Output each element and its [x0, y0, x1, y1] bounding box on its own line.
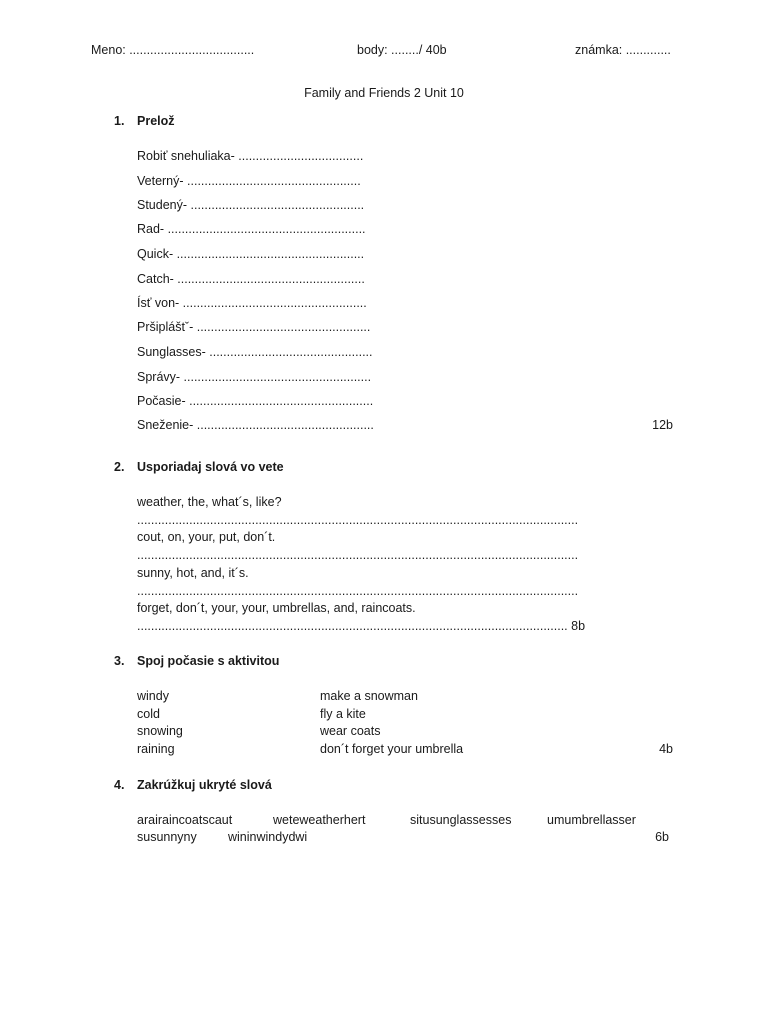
answer-line: ...............................................................................................................................	[137, 513, 579, 527]
section-1-number: 1.	[114, 114, 125, 128]
section-2-number: 2.	[114, 460, 125, 474]
translate-item: Správy- ......................................................	[137, 370, 372, 384]
word-search-string: weteweatherhert	[273, 813, 366, 827]
section-4-title: Zakrúžkuj ukryté slová	[137, 778, 272, 792]
word-search-string: wininwindydwi	[228, 830, 308, 844]
section-4-points: 6b	[655, 830, 669, 844]
translate-item: Sunglasses- ...............................................	[137, 345, 373, 359]
translate-item: Robiť snehuliaka- ....................................	[137, 149, 364, 163]
section-2-title: Usporiadaj slová vo vete	[137, 460, 284, 474]
translate-item: Catch- ......................................................	[137, 272, 365, 286]
section-1-points: 12b	[652, 418, 673, 432]
sentence-prompt: sunny, hot, and, it´s.	[137, 566, 249, 580]
translate-item: Sneženie- ...................................................	[137, 418, 374, 432]
translate-item: Pršipláštˇ- ..................................................	[137, 320, 371, 334]
translate-item: Studený- ..................................................	[137, 198, 365, 212]
activity-phrase: fly a kite	[320, 707, 366, 721]
weather-word: raining	[137, 742, 175, 756]
sentence-prompt: forget, don´t, your, your, umbrellas, and, raincoats.	[137, 601, 416, 615]
section-1-title: Prelož	[137, 114, 175, 128]
sentence-prompt: cout, on, your, put, don´t.	[137, 530, 276, 544]
answer-line: ...............................................................................................................................	[137, 548, 579, 562]
weather-word: cold	[137, 707, 160, 721]
translate-item: Rad- .........................................................	[137, 222, 366, 236]
points-field: body: ......../ 40b	[357, 43, 447, 57]
word-search-string: umumbrellasser	[547, 813, 636, 827]
grade-field: známka: .............	[575, 43, 671, 57]
page-title: Family and Friends 2 Unit 10	[304, 86, 464, 100]
weather-word: windy	[137, 689, 169, 703]
answer-line: ...............................................................................................................................	[137, 584, 579, 598]
section-3-points: 4b	[659, 742, 673, 756]
activity-phrase: make a snowman	[320, 689, 418, 703]
translate-item: Veterný- ..................................................	[137, 174, 361, 188]
weather-word: snowing	[137, 724, 183, 738]
answer-line-with-points: ............................................................................................................................ 8b	[137, 619, 586, 633]
word-search-string: arairaincoatscaut	[137, 813, 233, 827]
section-4-number: 4.	[114, 778, 125, 792]
translate-item: Počasie- .....................................................	[137, 394, 374, 408]
name-field: Meno: ....................................	[91, 43, 255, 57]
sentence-prompt: weather, the, what´s, like?	[137, 495, 282, 509]
translate-item: Ísť von- .....................................................	[137, 296, 367, 310]
activity-phrase: don´t forget your umbrella	[320, 742, 464, 756]
word-search-string: susunnyny	[137, 830, 197, 844]
activity-phrase: wear coats	[320, 724, 381, 738]
section-3-title: Spoj počasie s aktivitou	[137, 654, 280, 668]
translate-item: Quick- ......................................................	[137, 247, 365, 261]
word-search-string: situsunglassesses	[410, 813, 512, 827]
section-3-number: 3.	[114, 654, 125, 668]
